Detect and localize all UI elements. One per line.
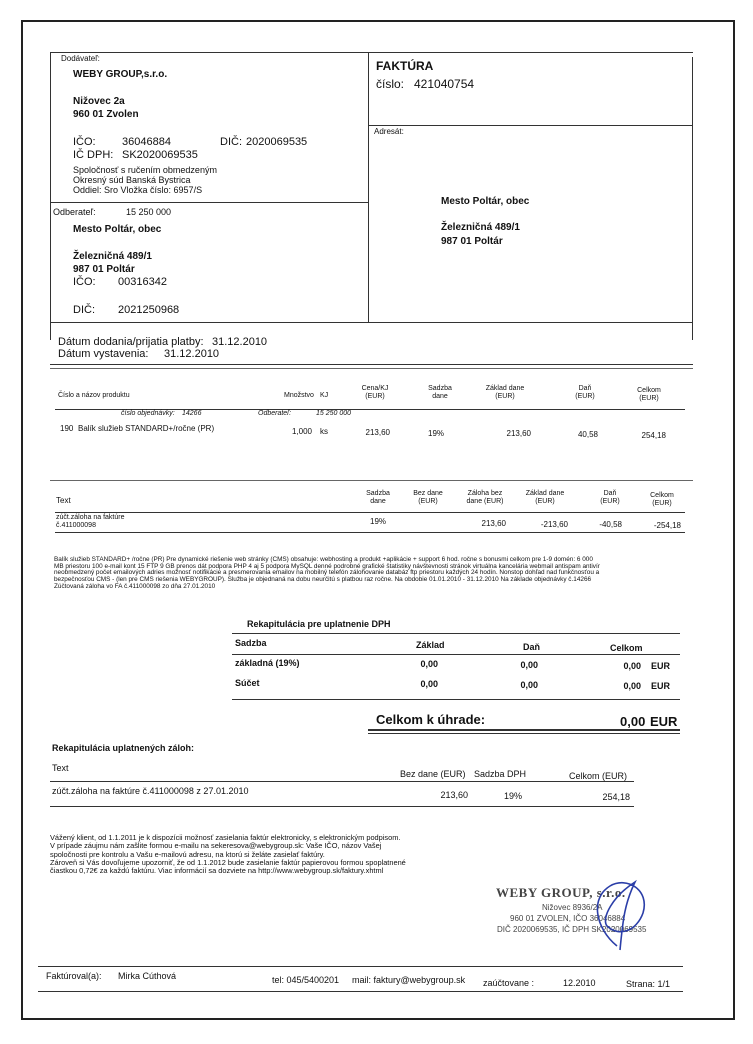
vat-header-rate: Sadzba <box>235 638 267 648</box>
header-bottom-border <box>50 322 693 323</box>
advances-header-rate: Sadzba dane <box>366 490 390 505</box>
footer-page: Strana: 1/1 <box>626 979 671 989</box>
vat-summary-title: Rekapitulácia pre uplatnenie DPH <box>247 619 391 629</box>
adv-summary-header-rate: Sadzba DPH <box>474 769 527 779</box>
adv-summary-header-net: Bez dane (EUR) <box>400 769 466 779</box>
vat-summary-top-line <box>232 633 680 634</box>
footer-phone: tel: 045/5400201 <box>272 975 340 985</box>
advance-summary-title: Rekapitulácia uplatnených záloh: <box>52 743 195 753</box>
footer-posted: 12.2010 <box>563 978 596 988</box>
header-top-border <box>50 52 693 53</box>
item-rate: 19% <box>428 429 445 438</box>
header-mid-border <box>368 52 369 322</box>
items-customer-no: 15 250 000 <box>316 410 352 417</box>
advances-header-text: Text <box>56 496 71 505</box>
advances-top-border <box>50 480 693 481</box>
adv-summary-text: zúčt.záloha na faktúre č.411000098 z 27.01.2010 <box>52 786 249 796</box>
total-due-currency: EUR <box>650 714 678 729</box>
advances-header-base: Základ dane (EUR) <box>525 490 565 505</box>
item-base: 213,60 <box>506 429 531 438</box>
vat-row-tax: 0,00 <box>520 680 538 690</box>
item-tax: 40,58 <box>577 430 598 439</box>
addressee-city: 987 01 Poltár <box>441 236 503 247</box>
vat-header-tax: Daň <box>523 642 541 652</box>
item-total: 254,18 <box>641 431 666 440</box>
vat-row-rate: Súčet <box>235 678 260 688</box>
invoice-number: 421040754 <box>414 77 475 91</box>
items-header-rate: Sadzba dane <box>428 385 452 400</box>
order-no: 14266 <box>182 410 202 417</box>
items-header-tax: Daň (EUR) <box>575 385 595 400</box>
customer-label: Odberateľ: <box>53 207 96 217</box>
items-header-qty: Množstvo <box>284 392 314 399</box>
total-due-amount: 0,00 <box>620 714 646 729</box>
issue-date: 31.12.2010 <box>164 348 220 360</box>
vat-header-base: Základ <box>416 640 445 650</box>
advances-bottom-line <box>55 532 685 533</box>
invoice-box-border <box>368 125 693 126</box>
advance-text: zúčt.záloha na faktúre č.411000098 <box>56 514 125 529</box>
advance-total: -254,18 <box>653 521 681 530</box>
items-customer-label: Odberateľ: <box>258 410 292 417</box>
invoice-title: FAKTÚRA <box>376 59 434 73</box>
issue-date-label: Dátum vystavenia: <box>58 348 149 360</box>
customer-id: 15 250 000 <box>126 207 172 217</box>
vat-row-base: 0,00 <box>420 659 438 669</box>
advances-header-total: Celkom (EUR) <box>650 492 674 507</box>
footer-bottom-line <box>38 991 683 992</box>
supplier-street: Nižovec 2a <box>73 96 125 107</box>
invoice-number-label: číslo: <box>376 77 405 91</box>
customer-ico-label: IČO: <box>73 276 96 288</box>
addressee-name: Mesto Poltár, obec <box>441 196 530 207</box>
items-top-border <box>50 368 693 369</box>
supplier-dic: 2020069535 <box>246 136 308 148</box>
total-due-label: Celkom k úhrade: <box>376 712 486 727</box>
addressee-label: Adresát: <box>374 127 404 136</box>
vat-summary-bottom-line <box>232 699 680 700</box>
supplier-ico-label: IČO: <box>73 136 96 148</box>
footer-mail: mail: faktury@webygroup.sk <box>352 975 466 985</box>
vat-header-total: Celkom <box>610 643 643 653</box>
footer-issuer-label: Faktúroval(a): <box>46 971 102 981</box>
vat-row-currency: EUR <box>651 661 671 671</box>
items-header-total: Celkom (EUR) <box>637 387 661 402</box>
advances-header-adv: Záloha bez dane (EUR) <box>466 490 504 505</box>
adv-summary-net: 213,60 <box>440 790 468 800</box>
addressee-street: Železničná 489/1 <box>441 222 520 233</box>
supplier-label: Dodávateľ: <box>61 54 100 63</box>
supplier-name: WEBY GROUP,s.r.o. <box>73 69 168 80</box>
items-header-unit: KJ <box>320 392 329 399</box>
total-due-line-2 <box>368 733 680 734</box>
advances-header-tax: Daň (EUR) <box>600 490 620 505</box>
adv-summary-header-text: Text <box>52 763 69 773</box>
supplier-register: Spoločnosť s ručením obmedzeným Okresný súd Banská Bystrica Oddiel: Sro Vložka číslo: 6957/S <box>73 165 217 196</box>
advance-base: -213,60 <box>540 520 568 529</box>
supplier-ico: 36046884 <box>122 136 171 148</box>
stamp-name: WEBY GROUP, s.r.o. <box>496 885 626 900</box>
advances-header-net: Bez dane (EUR) <box>413 490 443 505</box>
customer-ico: 00316342 <box>118 276 167 288</box>
advance-tax: -40,58 <box>599 520 622 529</box>
vat-summary-header-line <box>232 654 680 655</box>
vat-row-base: 0,00 <box>420 679 438 689</box>
order-no-label: číslo objednávky: <box>121 410 175 417</box>
vat-row-tax: 0,00 <box>520 660 538 670</box>
advance-adv: 213,60 <box>481 519 506 528</box>
advances-header-line <box>55 512 685 513</box>
delivery-date-label: Dátum dodania/prijatia platby: <box>58 336 204 348</box>
dates-bottom-border <box>50 364 693 365</box>
product-description: Balík služieb STANDARD+ /ročne (PR) Pre dynamické riešenie web stránky (CMS) obsahuje: webhosting a produkt +aplikácie + support 6 hod. ročne s bonusmi celkom pre 1-9 domén: 6 000 MB priestoru 100 e-mail kont 15 FTP 9 GB prenos dát podpora PHP 4 aj 5 podpora MySQL denné podrobné grafické štatistiky návštevnosti stránok virtuálna kancelária webmail antispam antivír neobmedzený počet emailových adries možnosť notifikácie a presmerovania emailov na mobilný telefón zálohovanie databáz ftp priestoru každých 24 hodín. Nonstop dohľad nad funkčnosťou a bezpečnosťou CMS - (len pre CMS riešenia WEBYGROUP). Služba je objednaná na dobu neurčitú s platbou raz ročne. Na obdobie 01.01.2010 - 31.12.2010 Na základe objednávky č.14266 Zúčtovaná záloha vo FA č.411000098 zo dňa 27.01.2010 <box>54 556 600 590</box>
header-right-border <box>692 57 693 340</box>
adv-summary-rate: 19% <box>504 791 523 801</box>
customer-name: Mesto Poltár, obec <box>73 224 162 235</box>
adv-summary-total: 254,18 <box>602 792 630 802</box>
stamp-street: Nižovec 8936/2A <box>542 903 603 912</box>
advance-rate: 19% <box>370 517 387 526</box>
electronic-invoice-notice: Vážený klient, od 1.1.2011 je k dispozícii možnosť zasielania faktúr elektronicky, s elektronickým podpisom. V prípade záujmu nám zašlite formou e-mailu na sekeresova@webygroup.sk: Vaše IČO, názov Vašej spoločnosti pre kontrolu a Vašu e-mailovú adresu, na ktorú si želáte zasielať faktúry. Zároveň si Vás dovoľujeme upozorniť, že od 1.1.2012 bude zasielanie faktúr papierovou formou spoplatnené čiastkou 0,72€ za každú faktúru. Viac informácií sa dozviete na http://www.webygroup.sk/faktury.xhtml <box>50 833 406 876</box>
items-header-base: Základ dane (EUR) <box>485 385 525 400</box>
header-left-border <box>50 52 51 340</box>
item-no: 190 <box>60 424 74 433</box>
footer-issuer: Mirka Cúthová <box>118 971 177 981</box>
supplier-customer-divider <box>50 202 368 203</box>
vat-row-rate: základná (19%) <box>235 658 300 668</box>
vat-row-currency: EUR <box>651 681 671 691</box>
supplier-dic-label: DIČ: <box>220 136 242 148</box>
customer-city: 987 01 Poltár <box>73 264 135 275</box>
items-header-product: Číslo a názov produktu <box>58 392 130 399</box>
stamp-city-ico: 960 01 ZVOLEN, IČO 36046884 <box>510 914 626 923</box>
footer-posted-label: zaúčtovane : <box>483 978 535 988</box>
customer-dic: 2021250968 <box>118 304 180 316</box>
supplier-icdph-label: IČ DPH: <box>73 149 114 161</box>
customer-dic-label: DIČ: <box>73 304 95 316</box>
item-name: Balík služieb STANDARD+/ročne (PR) <box>78 424 215 433</box>
customer-street: Železničná 489/1 <box>73 251 152 262</box>
adv-summary-bottom-line <box>50 806 634 807</box>
items-header-price: Cena/KJ (EUR) <box>361 385 389 400</box>
vat-row-total: 0,00 <box>623 681 641 691</box>
adv-summary-header-line <box>50 781 634 782</box>
supplier-city: 960 01 Zvolen <box>73 109 139 120</box>
stamp-dic: DIČ 2020069535, IČ DPH SK2020069535 <box>497 925 647 934</box>
adv-summary-header-total: Celkom (EUR) <box>569 771 628 781</box>
footer-top-line <box>38 966 683 967</box>
vat-row-total: 0,00 <box>623 661 641 671</box>
total-due-line-1 <box>368 729 680 731</box>
item-unit: ks <box>320 427 328 436</box>
signature <box>565 868 665 958</box>
delivery-date: 31.12.2010 <box>212 336 268 348</box>
item-qty: 1,000 <box>291 427 312 436</box>
item-price: 213,60 <box>365 428 390 437</box>
supplier-icdph: SK2020069535 <box>122 149 198 161</box>
